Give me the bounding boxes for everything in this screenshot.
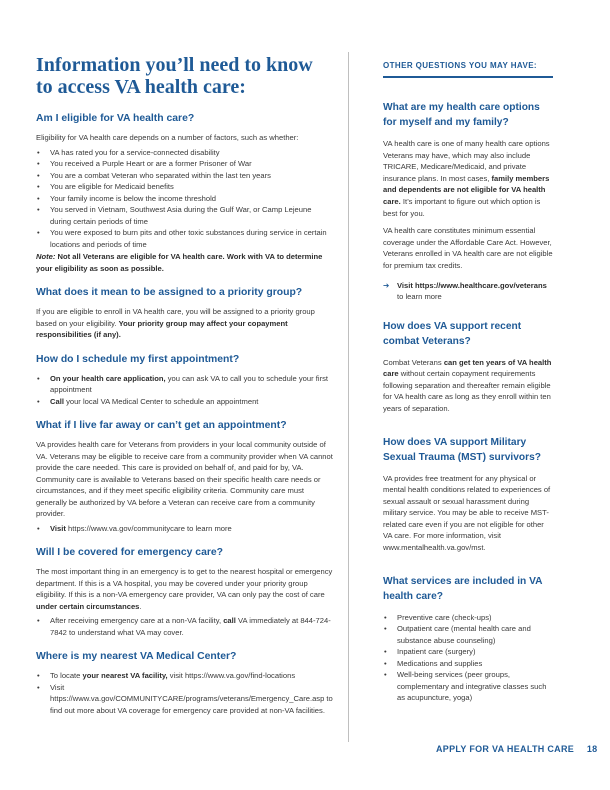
options-paragraph-2: VA health care constitutes minimum essential coverage under the Affordable Care Act. However, Veterans enrolled in VA health care are not eligible for premium tax credits. bbox=[383, 226, 553, 270]
list-item: • Medications and supplies bbox=[383, 658, 553, 670]
section-priority bbox=[36, 286, 334, 341]
mst-text: VA provides free treatment for any physical or mental health conditions related to experiences of sexual assault or sexual harassment during military service. You may be able to receive MST-related care even if you are not eligible for other VA care. For more information, visit www.mentalhealth.va.gov/mst. bbox=[383, 473, 551, 553]
list-item: • Your family income is below the income threshold bbox=[36, 193, 334, 205]
heading-mst: How does VA support Military Sexual Trauma (MST) survivors? bbox=[383, 436, 541, 463]
page-footer bbox=[436, 744, 597, 754]
eligibility-note: Note: Not all Veterans are eligible for VA health care. Work with VA to determine your eligibility as soon as possible. bbox=[36, 252, 323, 273]
nearest-center-list bbox=[36, 670, 334, 716]
schedule-list bbox=[36, 373, 334, 408]
heading-combat-veterans: How does VA support recent combat Veterans? bbox=[383, 320, 522, 347]
section-community-care bbox=[36, 419, 334, 534]
find-locations-link[interactable]: visit https://www.va.gov/find-locations bbox=[169, 671, 296, 680]
list-item: • Call your local VA Medical Center to schedule an appointment bbox=[36, 396, 334, 408]
eligibility-intro: Eligibility for VA health care depends on a number of factors, such as whether: bbox=[36, 133, 299, 142]
heading-eligibility: Am I eligible for VA health care? bbox=[36, 113, 195, 124]
heading-priority: What does it mean to be assigned to a priority group? bbox=[36, 287, 303, 298]
combat-text: Combat Veterans can get ten years of VA health care without certain copayment requirements following separation and thereafter remain eligible for VA health care as long as they enroll within ten years of separation. bbox=[383, 357, 552, 413]
list-item: • To locate your nearest VA facility, visit https://www.va.gov/find-locations bbox=[36, 670, 334, 682]
column-divider bbox=[348, 52, 349, 742]
services-list bbox=[383, 612, 553, 704]
eligibility-list bbox=[36, 147, 334, 251]
list-item: • You are a combat Veteran who separated within the last ten years bbox=[36, 170, 334, 182]
heading-services: What services are included in VA health care? bbox=[383, 575, 543, 602]
heading-health-care-options: What are my health care options for myself and my family? bbox=[383, 102, 540, 128]
list-item: • Inpatient care (surgery) bbox=[383, 646, 553, 658]
page-title: Information you’ll need to know to access VA health care: bbox=[36, 54, 313, 98]
list-item: • Outpatient care (mental health care and substance abuse counseling) bbox=[383, 623, 553, 646]
heading-schedule: How do I schedule my first appointment? bbox=[36, 353, 240, 365]
arrow-right-icon: ➔ bbox=[383, 280, 390, 290]
community-care-list bbox=[36, 523, 334, 535]
list-item: • Well-being services (peer groups, complementary and integrative classes such as acupuncture, yoga) bbox=[383, 669, 553, 704]
list-item: • Preventive care (check-ups) bbox=[383, 612, 553, 624]
other-questions-header: OTHER QUESTIONS YOU MAY HAVE: bbox=[383, 54, 553, 78]
left-column bbox=[36, 54, 334, 716]
options-paragraph-1: VA health care is one of many health care options Veterans may have, which may also include TRICARE, Medicare/Medicaid, and private insurance plans. In most cases, family members and dependents are not eligible for VA health care. It’s important to figure out which option is best for you. bbox=[383, 139, 550, 218]
section-nearest-center bbox=[36, 650, 334, 716]
section-emergency bbox=[36, 546, 334, 638]
list-item: • You received a Purple Heart or are a former Prisoner of War bbox=[36, 158, 334, 170]
section-services bbox=[383, 574, 553, 704]
page-number: 18 bbox=[586, 744, 598, 754]
list-item: • You served in Vietnam, Southwest Asia during the Gulf War, or Camp Lejeune during certain periods of time bbox=[36, 204, 334, 227]
priority-text: If you are eligible to enroll in VA health care, you will be assigned to a priority group based on your eligibility. Your priority group may affect your copayment responsibilities (if any). bbox=[36, 307, 315, 339]
community-care-link[interactable]: https://www.va.gov/communitycare to learn more bbox=[68, 523, 232, 533]
list-item: • You were exposed to burn pits and other toxic substances during service in certain locations and periods of time bbox=[36, 227, 334, 250]
list-item: • Visit https://www.va.gov/communitycare to learn more bbox=[36, 523, 334, 535]
right-column bbox=[383, 54, 553, 704]
list-item: • On your health care application, you can ask VA to call you to schedule your first appointment bbox=[36, 373, 334, 396]
footer-label: APPLY FOR VA HEALTH CARE bbox=[436, 744, 575, 754]
list-item: • VA has rated you for a service-connected disability bbox=[36, 147, 334, 159]
healthcare-gov-link[interactable]: Visit https://www.healthcare.gov/veterans bbox=[397, 280, 547, 290]
community-care-text: VA provides health care for Veterans from providers in your local community outside of VA. Veterans may be eligible to receive care from a community provider when VA cannot provide the care needed. This care is provided on behalf of, and paid for by, VA. Community care is available to Veterans based on their specific health care needs or circumstances, and if they meet specific eligibility criteria. Community care must generally be authorized by VA before a Veteran can receive care from a community provider. bbox=[36, 440, 333, 518]
healthcare-gov-link-item: ➔ Visit https://www.healthcare.gov/veterans to learn more bbox=[383, 280, 547, 302]
section-eligibility bbox=[36, 112, 334, 274]
heading-nearest-center: Where is my nearest VA Medical Center? bbox=[36, 651, 237, 662]
list-item: • You are eligible for Medicaid benefits bbox=[36, 181, 334, 193]
emergency-text: The most important thing in an emergency is to get to the nearest hospital or emergency department. If this is a VA hospital, you may be covered under your priority group eligibility. If this is a non-VA emergency care provider, VA can only pay the cost of care under certain circumstances. bbox=[36, 567, 333, 611]
heading-community-care: What if I live far away or can’t get an appointment? bbox=[36, 420, 287, 431]
section-health-care-options bbox=[383, 100, 553, 303]
list-item: • Visit https://www.va.gov/COMMUNITYCARE/programs/veterans/Emergency_Care.asp to find out more about VA coverage for emergency care provided at non-VA facilities. bbox=[36, 682, 334, 717]
section-combat-veterans bbox=[383, 319, 553, 415]
list-item: • After receiving emergency care at a non-VA facility, call VA immediately at 844-724-7842 to understand what VA may cover. bbox=[36, 615, 334, 638]
section-schedule bbox=[36, 353, 334, 408]
section-mst bbox=[383, 435, 553, 554]
emergency-list bbox=[36, 615, 334, 638]
heading-emergency: Will I be covered for emergency care? bbox=[36, 547, 224, 558]
